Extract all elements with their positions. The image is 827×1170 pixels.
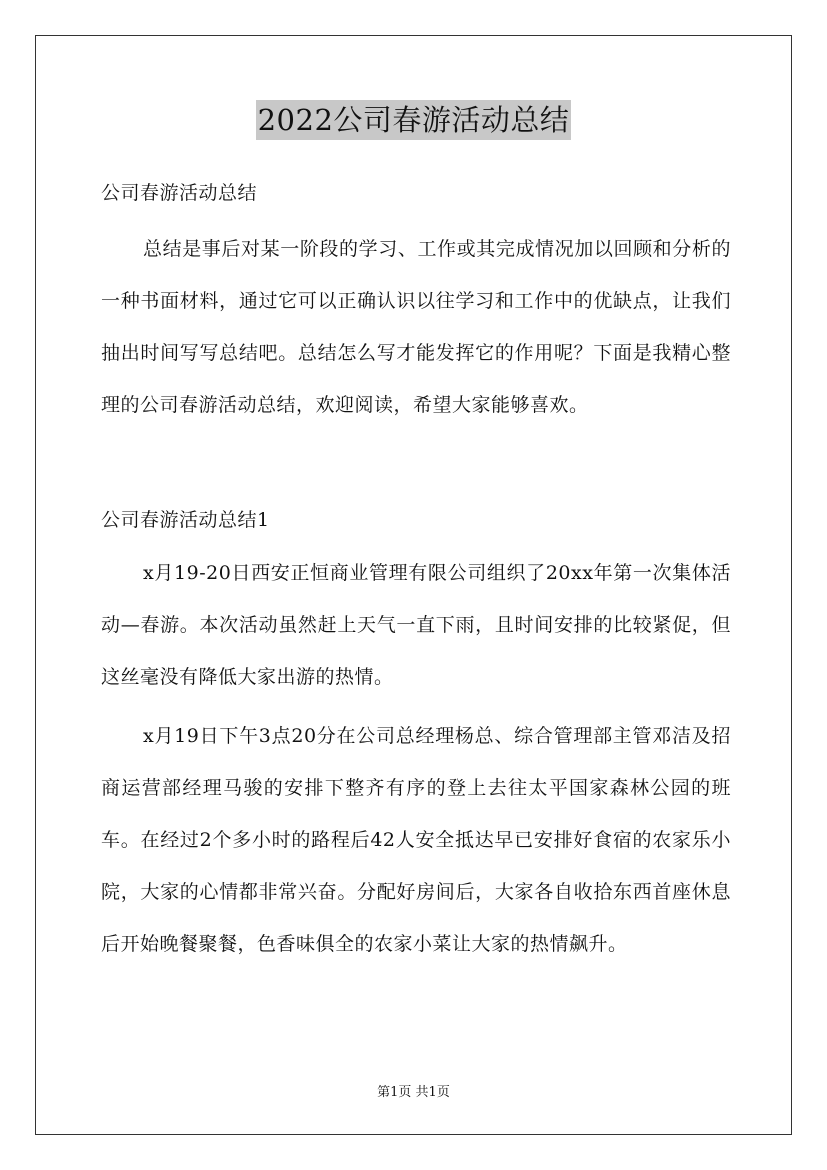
title-container [0,100,827,140]
section-heading: 公司春游活动总结1 [101,509,270,531]
document-subtitle: 公司春游活动总结 [101,182,258,204]
section-paragraph-2: x月19日下午3点20分在公司总经理杨总、综合管理部主管邓洁及招商运营部经理马骏的安排下整齐有序的登上去往太平国家森林公园的班车。在经过2个多小时的路程后42人安全抵达早已安排好食宿的农家乐小院，大家的心情都非常兴奋。分配好房间后，大家各自收拾东西首座休息后开始晚餐聚餐，色香味俱全的农家小菜让大家的热情飙升。 [101,725,731,955]
intro-paragraph: 总结是事后对某一阶段的学习、工作或其完成情况加以回顾和分析的一种书面材料，通过它可以正确认识以往学习和工作中的优缺点，让我们抽出时间写写总结吧。总结怎么写才能发挥它的作用呢？下面是我精心整理的公司春游活动总结，欢迎阅读，希望大家能够喜欢。 [101,238,731,416]
section-paragraph-1: x月19-20日西安正恒商业管理有限公司组织了20xx年第一次集体活动—春游。本次活动虽然赶上天气一直下雨，且时间安排的比较紧促，但这丝毫没有降低大家出游的热情。 [101,562,731,688]
document-title: 2022公司春游活动总结 [256,100,572,140]
page-footer: 第1页 共1页 [377,1085,450,1100]
